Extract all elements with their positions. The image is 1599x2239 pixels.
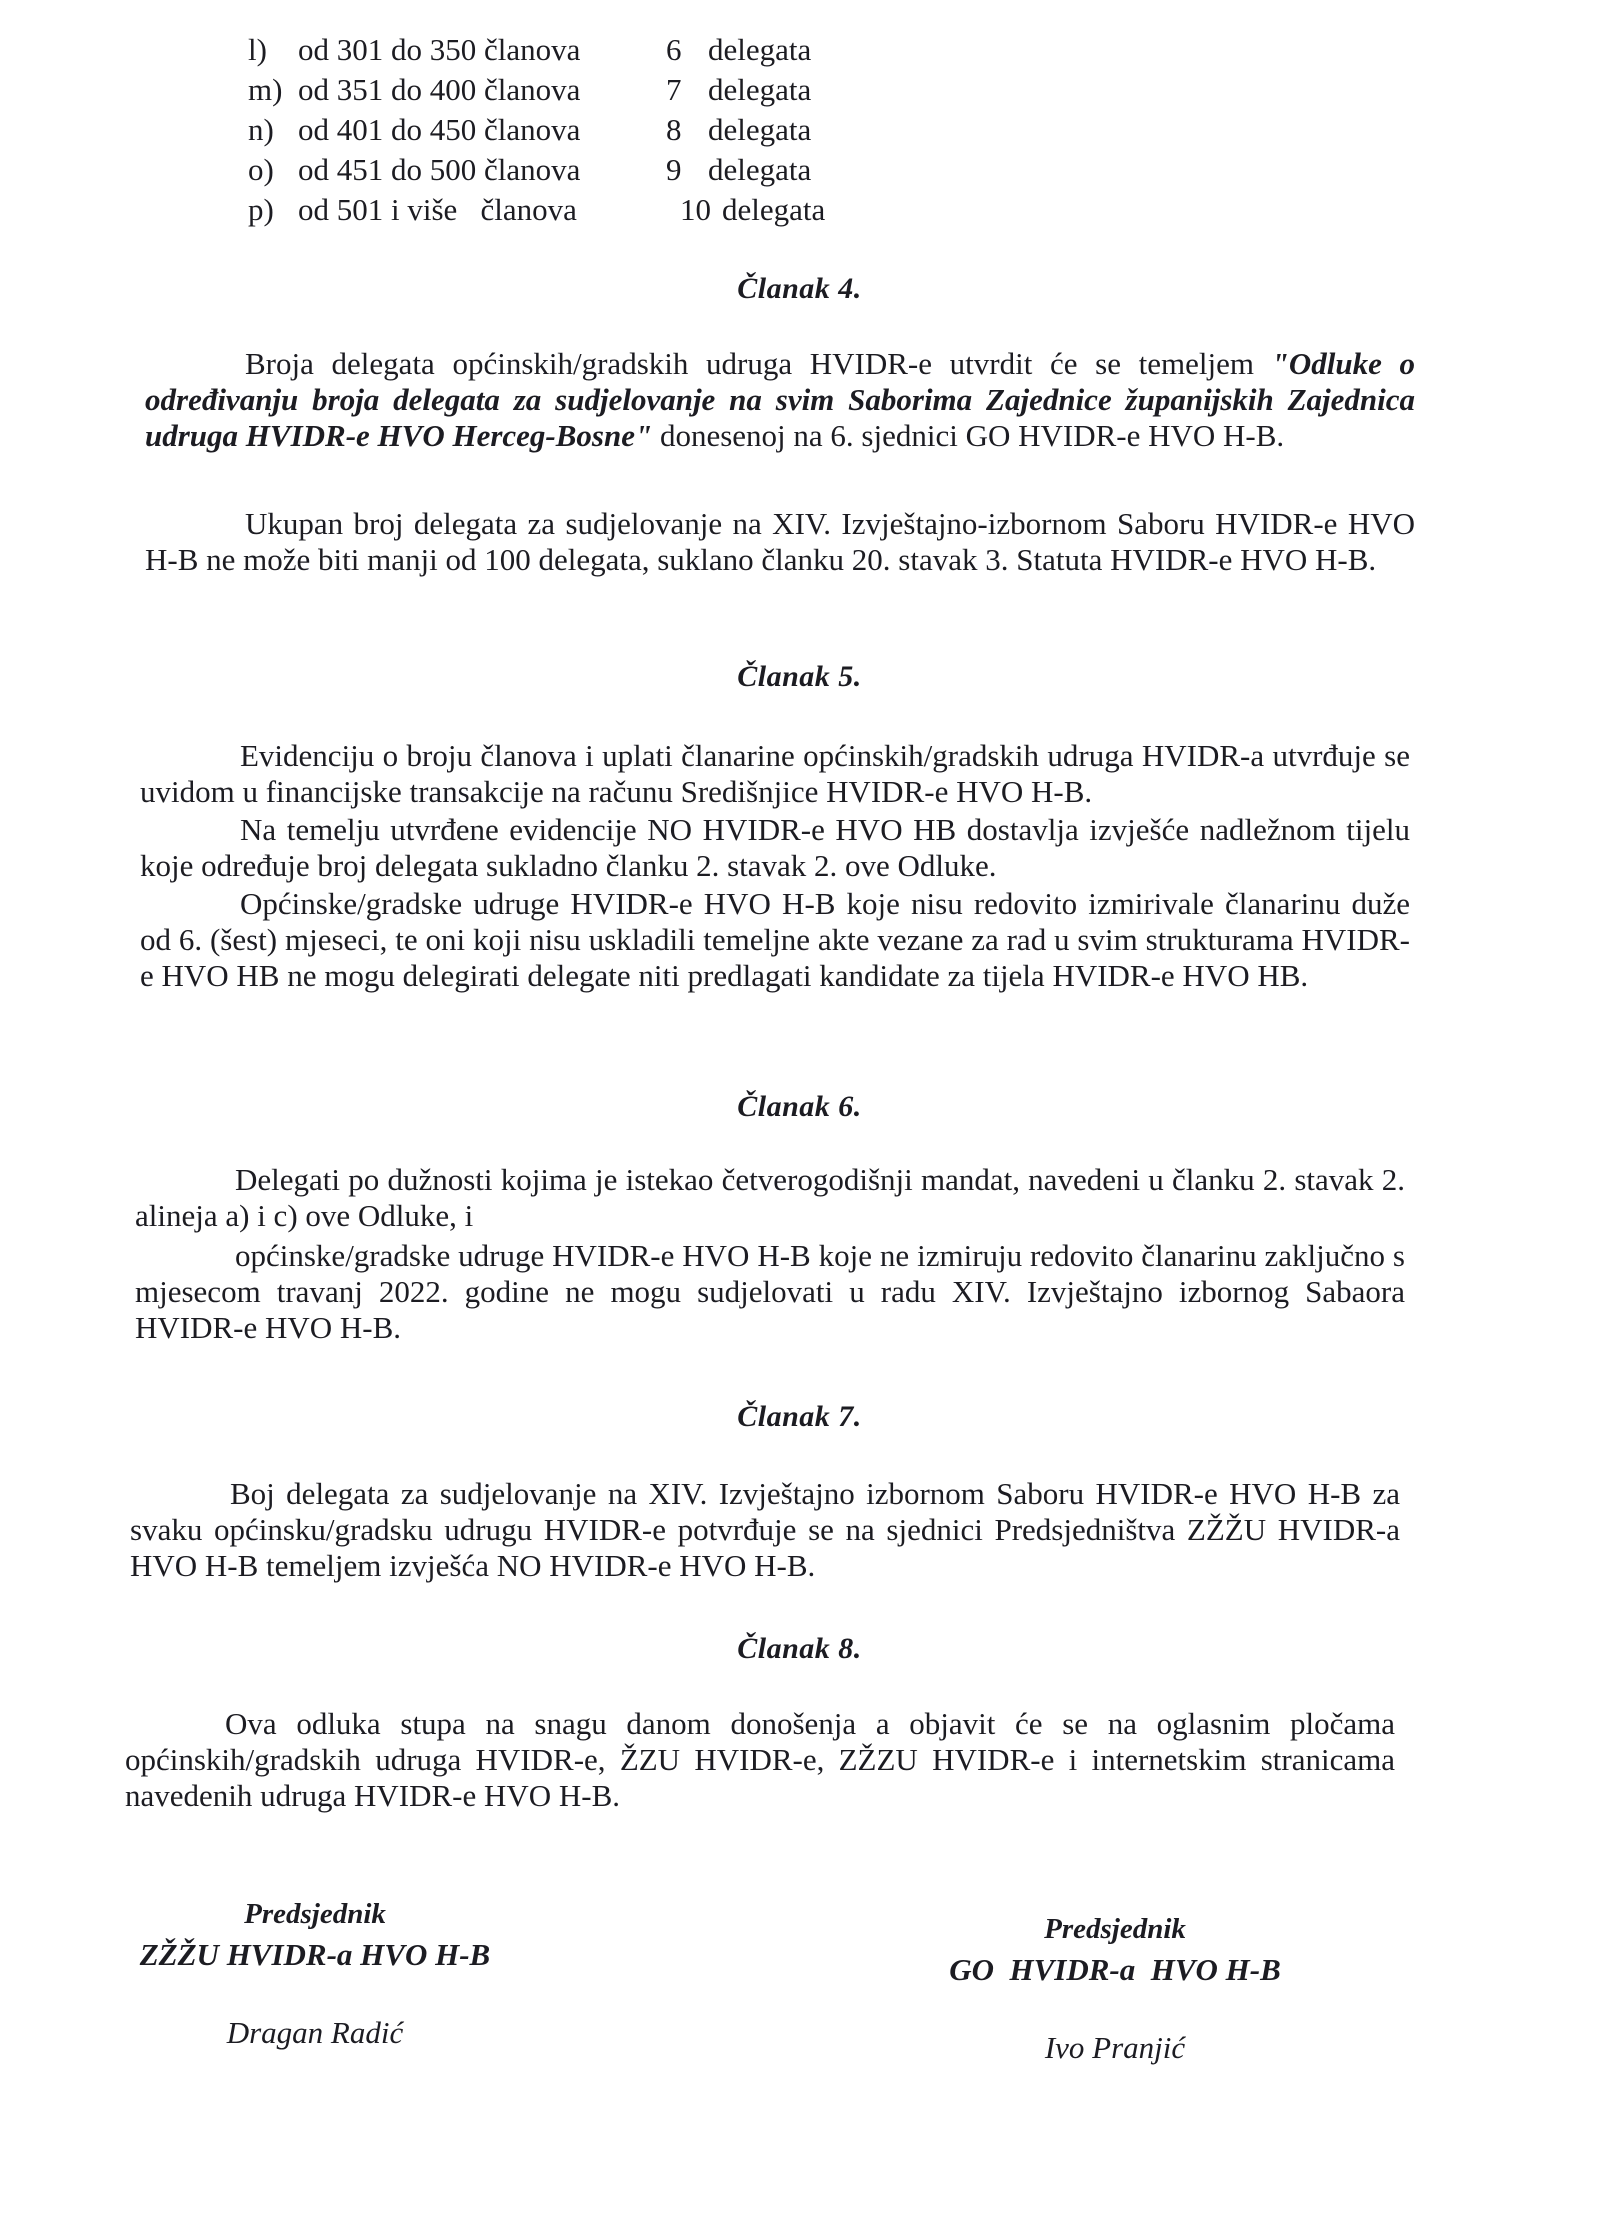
list-item [248, 30, 825, 70]
article-7-paragraph-1: Boj delegata za sudjelovanje na XIV. Izvještajno izbornom Saboru HVIDR-e HVO H-B za svaku općinsku/gradsku udrugu HVIDR-e potvrđuje se na sjednici Predsjedništva ZŽŽU HVIDR-a HVO H-B temeljem izvješća NO HVIDR-e HVO H-B. [130, 1476, 1400, 1583]
list-item-count: 6 [666, 32, 682, 67]
list-item-unit: delegata [708, 72, 812, 107]
list-item-range: od 301 do 350 članova [298, 32, 581, 67]
list-item-letter: o) [248, 152, 274, 187]
signature-title: Predsjednik [1044, 1913, 1186, 1945]
list-item-unit: delegata [708, 32, 812, 67]
article-5-paragraph-3: Općinske/gradske udruge HVIDR-e HVO H-B koje nisu redovito izmirivale članarinu duže od 6. (šest) mjeseci, te oni koji nisu uskladili temeljne akte vezane za rad u svim strukturama HVIDR-e HVO HB ne mogu delegirati delegate niti predlagati kandidate za tijela HVIDR-e HVO HB. [140, 886, 1410, 993]
list-item-range: od 401 do 450 članova [298, 112, 581, 147]
list-item [248, 150, 825, 190]
list-item-count: 7 [666, 72, 682, 107]
list-item-letter: m) [248, 72, 283, 107]
signature-name: Ivo Pranjić [1044, 2030, 1186, 2065]
list-item [248, 110, 825, 150]
article-5-paragraph-1: Evidenciju o broju članova i uplati članarine općinskih/gradskih udruga HVIDR-a utvrđuje se uvidom u financijske transakcije na računu Središnjice HVIDR-e HVO H-B. [140, 738, 1410, 809]
signature-block-left [115, 1898, 515, 2051]
article-4-heading: Članak 4. [737, 272, 862, 305]
signature-organization: ZŽŽU HVIDR-a HVO H-B [139, 1937, 491, 1972]
list-item-count: 10 [680, 192, 711, 227]
list-item-range: od 351 do 400 članova [298, 72, 581, 107]
article-4-paragraph-2: Ukupan broj delegata za sudjelovanje na XIV. Izvještajno-izbornom Saboru HVIDR-e HVO H-B ne može biti manji od 100 delegata, suklano članku 20. stavak 3. Statuta HVIDR-e HVO H-B. [145, 506, 1415, 577]
article-6-paragraph-2: općinske/gradske udruge HVIDR-e HVO H-B koje ne izmiruju redovito članarinu zaključno s mjesecom travanj 2022. godine ne mogu sudjelovati u radu XIV. Izvještajno izbornog Sabaora HVIDR-e HVO H-B. [135, 1238, 1405, 1345]
list-item-range: od 451 do 500 članova [298, 152, 581, 187]
signature-name: Dragan Radić [226, 2015, 404, 2050]
article-7-heading: Članak 7. [737, 1400, 862, 1433]
article-8-paragraph-1: Ova odluka stupa na snagu danom donošenja a objavit će se na oglasnim pločama općinskih/gradskih udruga HVIDR-e, ŽZU HVIDR-e, ZŽZU HVIDR-e i internetskim stranicama navedenih udruga HVIDR-e HVO H-B. [125, 1706, 1395, 1813]
list-item-count: 8 [666, 112, 682, 147]
article-5-paragraph-2: Na temelju utvrđene evidencije NO HVIDR-e HVO HB dostavlja izvješće nadležnom tijelu koje određuje broj delegata sukladno članku 2. stavak 2. ove Odluke. [140, 812, 1410, 883]
article-4-paragraph-1 [145, 346, 1415, 454]
list-item [248, 70, 825, 110]
article-6-paragraph-1: Delegati po dužnosti kojima je istekao četverogodišnji mandat, navedeni u članku 2. stavak 2. alineja a) i c) ove Odluke, i [135, 1162, 1405, 1233]
signature-title: Predsjednik [244, 1898, 386, 1930]
list-item-unit: delegata [722, 192, 826, 227]
article-8-heading: Članak 8. [737, 1632, 862, 1665]
list-item-range: od 501 i više članova [298, 192, 577, 227]
list-item-letter: p) [248, 192, 274, 227]
list-item-unit: delegata [708, 152, 812, 187]
article-5-heading: Članak 5. [737, 660, 862, 693]
list-item [248, 190, 825, 230]
delegate-count-list [248, 30, 825, 230]
list-item-letter: n) [248, 112, 274, 147]
list-item-letter: l) [248, 32, 267, 67]
article-6-heading: Članak 6. [737, 1090, 862, 1123]
list-item-count: 9 [666, 152, 682, 187]
list-item-unit: delegata [708, 112, 812, 147]
article-4-decision-title: "Odluke o određivanju broja delegata za sudjelovanje na svim Saborima Zajednice županijskih Zajednica udruga HVIDR-e HVO Herceg-Bosne" [145, 346, 1415, 453]
signature-block-right [915, 1913, 1315, 2066]
article-4-text-end: donesenoj na 6. sjednici GO HVIDR-e HVO H-B. [659, 418, 1285, 453]
signature-organization: GO HVIDR-a HVO H-B [949, 1952, 1281, 1987]
article-4-text-start: Broja delegata općinskih/gradskih udruga HVIDR-e utvrdit će se temeljem [245, 346, 1254, 381]
